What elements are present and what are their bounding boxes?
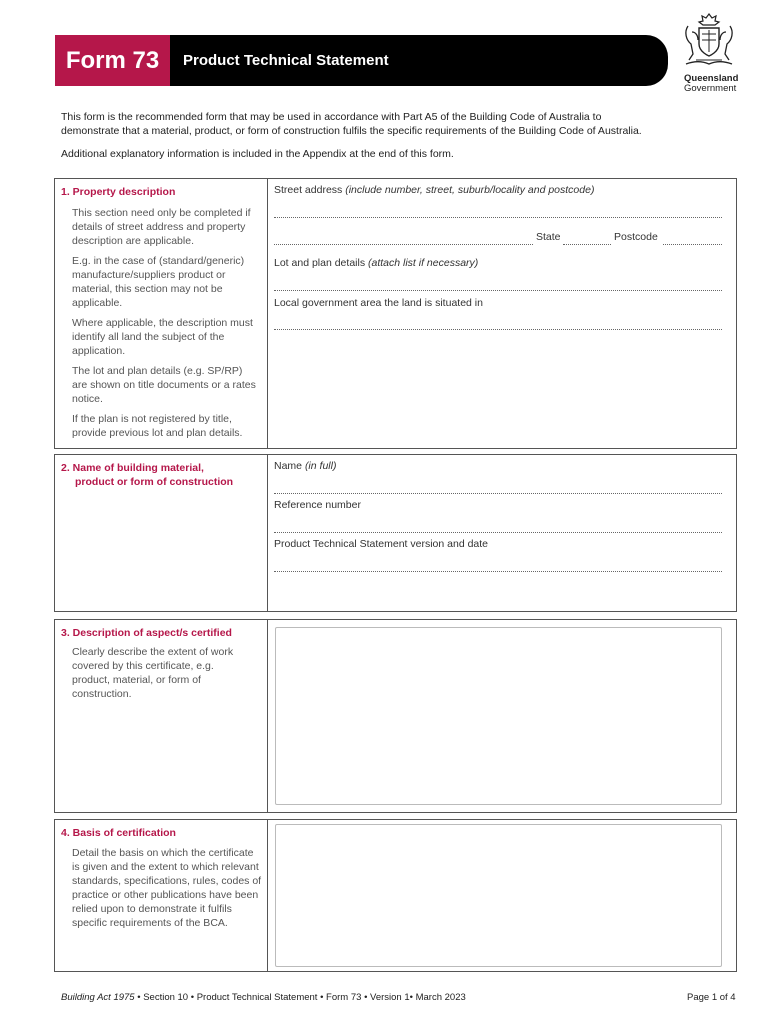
section-help-text: Detail the basis on which the certificate is given and the extent to which relevant standards, specifications, rules, codes of practice or other publications have been relied upon to demonstrate it fulfils specific requirements of the BCA. (72, 847, 262, 929)
intro-text (61, 110, 751, 161)
footer-details: • Section 10 • Product Technical Statement • Form 73 • Version 1• March 2023 (134, 992, 466, 1003)
lot-plan-label (274, 257, 478, 269)
section-help-text: If the plan is not registered by title, provide previous lot and plan details. (72, 413, 243, 439)
label-hint: (include number, street, suburb/locality and postcode) (345, 184, 595, 196)
street-address-field[interactable] (274, 217, 722, 218)
column-divider (267, 179, 268, 448)
section-help-text: The lot and plan details (e.g. SP/RP) are shown on title documents or a rates notice. (72, 365, 256, 405)
government-name: Queensland (684, 73, 739, 84)
section-aspects-certified (54, 619, 737, 813)
street-address-field-line2[interactable] (274, 244, 533, 245)
queensland-crest-icon (680, 12, 738, 72)
aspects-certified-textarea[interactable] (275, 627, 722, 805)
postcode-field[interactable] (663, 244, 722, 245)
basis-certification-textarea[interactable] (275, 824, 722, 967)
section-help-text: This section need only be completed if details of street address and property description are applicable. (72, 207, 251, 247)
section-title: 4. Basis of certification (61, 827, 176, 839)
label-hint: (attach list if necessary) (368, 257, 479, 269)
column-divider (267, 820, 268, 971)
government-label: Government (684, 83, 737, 94)
section-help-text: Where applicable, the description must identify all land the subject of the application. (72, 317, 253, 357)
label-hint: (in full) (304, 460, 337, 472)
version-date-field[interactable] (274, 571, 722, 572)
intro-line: Additional explanatory information is included in the Appendix at the end of this form. (61, 148, 454, 160)
local-government-field[interactable] (274, 329, 722, 330)
footer-citation (61, 992, 466, 1003)
column-divider (267, 620, 268, 812)
section-title: 1. Property description (61, 186, 176, 198)
name-label (274, 460, 336, 472)
label-text: Lot and plan details (274, 257, 366, 269)
label-text: Street address (274, 184, 343, 196)
street-address-label (274, 184, 594, 196)
state-label: State (536, 231, 561, 243)
section-basis-certification (54, 819, 737, 972)
section-property-description (54, 178, 737, 449)
section-title: 3. Description of aspect/s certified (61, 627, 232, 639)
lot-plan-field[interactable] (274, 290, 722, 291)
local-government-label: Local government area the land is situated in (274, 297, 483, 309)
state-field[interactable] (563, 244, 611, 245)
postcode-label: Postcode (614, 231, 658, 243)
form-number: Form 73 (55, 35, 170, 86)
section-title-line: product or form of construction (75, 476, 234, 488)
intro-line: demonstrate that a material, product, or form of construction fulfils the specific requirements of the Building Code of Australia. (61, 125, 642, 137)
section-help-text: E.g. in the case of (standard/generic) manufacture/suppliers product or material, this section may not be applicable. (72, 255, 245, 309)
section-title-line: 2. Name of building material, (61, 462, 204, 474)
section-help-text: Clearly describe the extent of work covered by this certificate, e.g. product, material, or form of construction. (72, 646, 234, 700)
reference-number-field[interactable] (274, 532, 722, 533)
act-name: Building Act 1975 (61, 992, 135, 1003)
intro-line: This form is the recommended form that may be used in accordance with Part A5 of the Building Code of Australia to (61, 111, 602, 123)
form-title: Product Technical Statement (183, 52, 389, 69)
name-field[interactable] (274, 493, 722, 494)
section-building-material (54, 454, 737, 612)
reference-number-label: Reference number (274, 499, 361, 511)
version-date-label: Product Technical Statement version and date (274, 538, 489, 550)
page-number: Page 1 of 4 (687, 992, 736, 1003)
column-divider (267, 455, 268, 611)
label-text: Name (274, 460, 303, 472)
section-title (61, 461, 233, 489)
